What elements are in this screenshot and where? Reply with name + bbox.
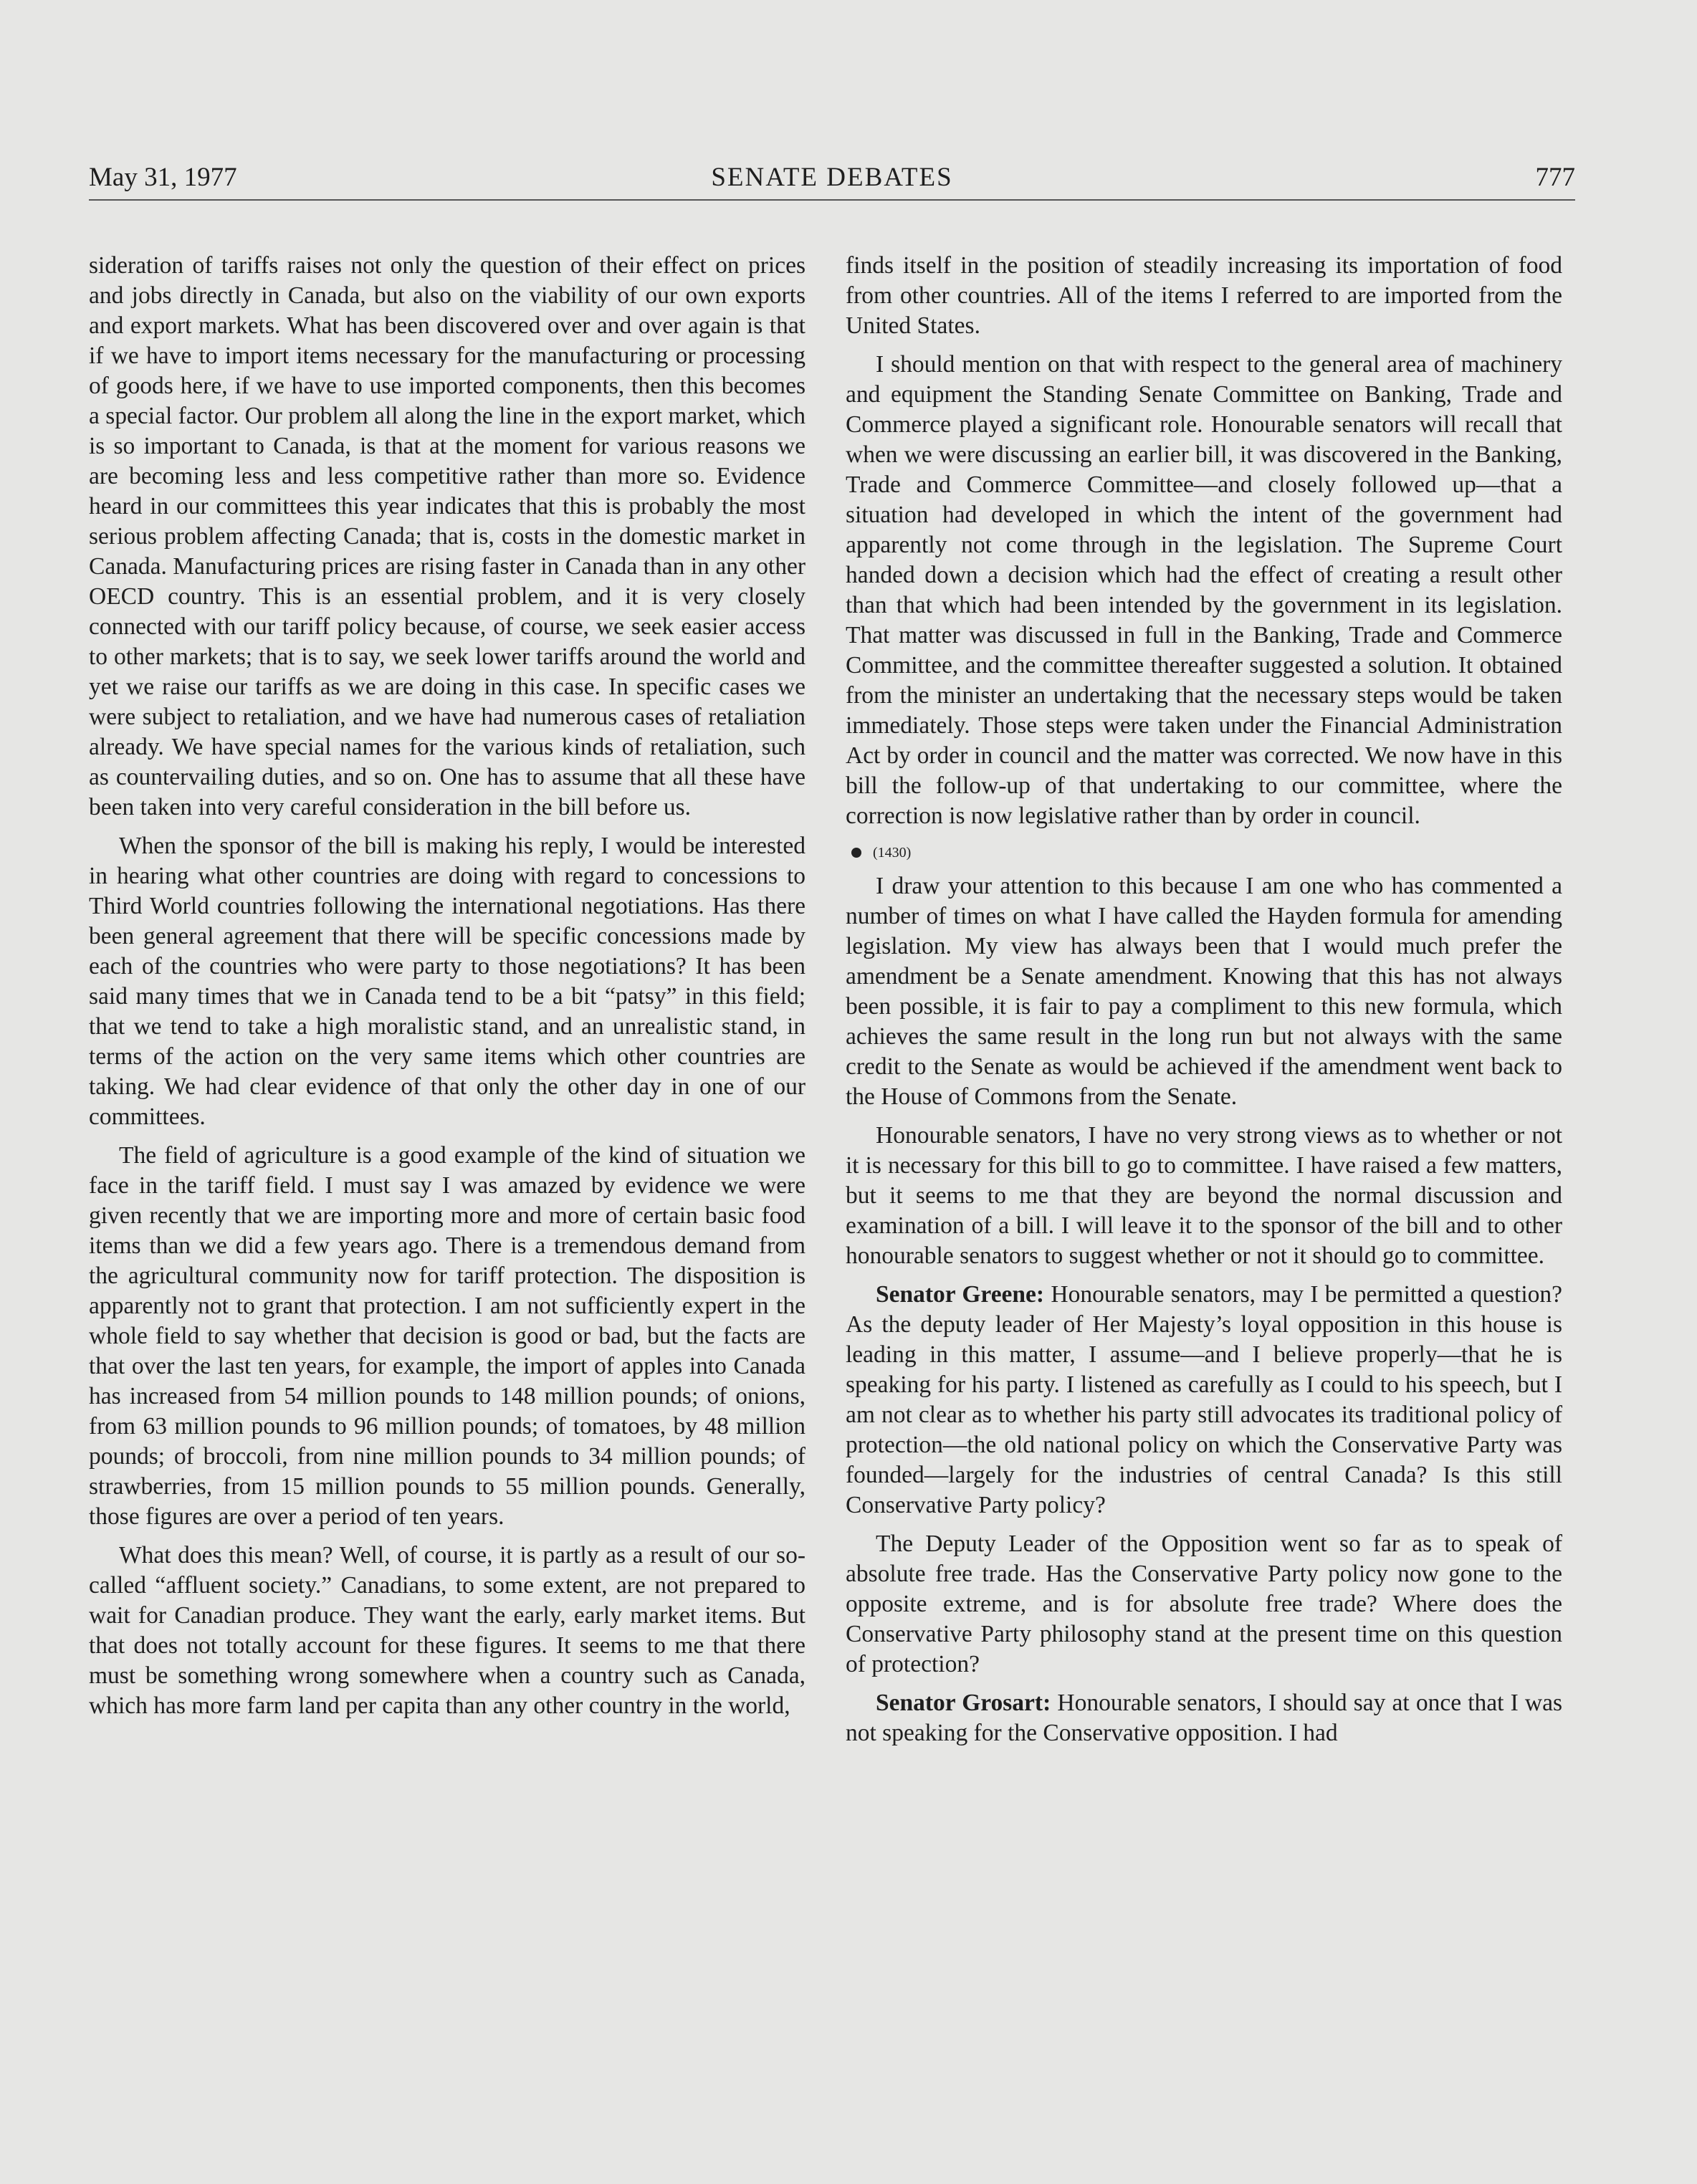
- speaker-paragraph: [846, 1688, 1562, 1748]
- speech-text: Honourable senators, I should say at once that I was not speaking for the Conservative opposition. I had: [846, 1690, 1562, 1746]
- time-marker-label: (1430): [873, 845, 912, 861]
- speaker-name: Senator Greene:: [876, 1281, 1045, 1308]
- left-column: [89, 251, 806, 1730]
- speech-text: Honourable senators, may I be permitted a question? As the deputy leader of Her Majesty’s loyal opposition in this house is leading in this matter, I assume—and I believe properly—that he is speaking for his party. I listened as carefully as I could to his speech, but I am not clear as to whether his party still advocates its traditional policy of protection—the old national policy on which the Conservative Party was founded—largely for the industries of central Canada? Is this still Conservative Party policy?: [846, 1281, 1562, 1518]
- paragraph: The field of agriculture is a good example of the kind of situation we face in the tariff field. I must say I was amazed by evidence we were given recently that we are importing more and more of certain basic food items than we did a few years ago. There is a tremendous demand from the agricultural community now for tariff protection. The disposition is apparently not to grant that protection. I am not sufficiently expert in the whole field to say whether that decision is good or bad, but the facts are that over the last ten years, for example, the import of apples into Canada has increased from 54 million pounds to 148 million pounds; of onions, from 63 million pounds to 96 million pounds; of tomatoes, by 48 million pounds; of broccoli, from nine million pounds to 34 million pounds; of strawberries, from 15 million pounds to 55 million pounds. Generally, those figures are over a period of ten years.: [89, 1142, 806, 1530]
- paragraph: sideration of tariffs raises not only the question of their effect on prices and jobs directly in Canada, but also on the viability of our own exports and export markets. What has been discovered over and over again is that if we have to import items necessary for the manufacturing or processing of goods here, if we have to use imported components, then this becomes a special factor. Our problem all along the line in the export market, which is so important to Canada, is that at the moment for various reasons we are becoming less and less competitive rather than more so. Evidence heard in our committees this year indicates that this is probably the most serious problem affecting Canada; that is, costs in the domestic market in Canada. Manufacturing prices are rising faster in Canada than in any other OECD country. This is an essential problem, and it is very closely connected with our tariff policy because, of course, we seek easier access to other markets; that is to say, we seek lower tariffs around the world and yet we raise our tariffs as we are doing in this case. In specific cases we were subject to retaliation, and we have had numerous cases of retaliation already. We have special names for the various kinds of retaliation, such as countervailing duties, and so on. One has to assume that all these have been taken into very careful consideration in the bill before us.: [89, 252, 806, 820]
- bullet-icon: [851, 848, 861, 858]
- paragraph: What does this mean? Well, of course, it is partly as a result of our so-called “affluent society.” Canadians, to some extent, are not prepared to wait for Canadian produce. They want the early, early market items. But that does not totally account for these figures. It seems to me that there must be something wrong somewhere when a country such as Canada, which has more farm land per capita than any other country in the world,: [89, 1542, 806, 1719]
- header-title: SENATE DEBATES: [711, 163, 953, 192]
- speaker-paragraph: [846, 1280, 1562, 1520]
- paragraph: Honourable senators, I have no very strong views as to whether or not it is necessary for this bill to go to committee. I have raised a few matters, but it seems to me that they are beyond the normal discussion and examination of a bill. I will leave it to the sponsor of the bill and to other honourable senators to suggest whether or not it should go to committee.: [846, 1122, 1562, 1269]
- header-page-number: 777: [1535, 163, 1575, 192]
- paragraph: I should mention on that with respect to the general area of machinery and equipment the Standing Senate Committee on Banking, Trade and Commerce played a significant role. Honourable senators will recall that when we were discussing an earlier bill, it was discovered in the Banking, Trade and Commerce Committee—and closely followed up—that a situation had developed in which the intent of the government had apparently not come through in the legislation. The Supreme Court handed down a decision which had the effect of creating a result other than that which had been intended by the government in its legislation. That matter was discussed in full in the Banking, Trade and Commerce Committee, and the committee thereafter suggested a solution. It obtained from the minister an undertaking that the necessary steps would be taken immediately. Those steps were taken under the Financial Administration Act by order in council and the matter was corrected. We now have in this bill the follow-up of that undertaking to our committee, where the correction is now legislative rather than by order in council.: [846, 351, 1562, 829]
- paragraph: finds itself in the position of steadily increasing its importation of food from other countries. All of the items I referred to are imported from the United States.: [846, 252, 1562, 339]
- time-marker: [851, 840, 1562, 866]
- page-header: [89, 162, 1575, 201]
- paragraph: The Deputy Leader of the Opposition went so far as to speak of absolute free trade. Has the Conservative Party policy now gone to the opposite extreme, and is for absolute free trade? Where does the Conservative Party philosophy stand at the present time on this question of protection?: [846, 1531, 1562, 1677]
- right-column: [846, 251, 1562, 1757]
- paragraph: When the sponsor of the bill is making his reply, I would be interested in hearing what other countries are doing with regard to concessions to Third World countries following the international negotiations. Has there been general agreement that there will be specific concessions made by each of the countries who were party to those negotiations? It has been said many times that we in Canada tend to be a bit “patsy” in this field; that we tend to take a high moralistic stand, and an unrealistic stand, in terms of the action on the very same items which other countries are taking. We had clear evidence of that only the other day in one of our committees.: [89, 833, 806, 1130]
- speaker-name: Senator Grosart:: [876, 1690, 1051, 1716]
- header-date: May 31, 1977: [89, 163, 237, 192]
- paragraph: I draw your attention to this because I am one who has commented a number of times on what I have called the Hayden formula for amending legislation. My view has always been that I would much prefer the amendment be a Senate amendment. Knowing that this has not always been possible, it is fair to pay a compliment to this new formula, which achieves the same result in the long run but not always with the same credit to the Senate as would be achieved if the amendment went back to the House of Commons from the Senate.: [846, 873, 1562, 1110]
